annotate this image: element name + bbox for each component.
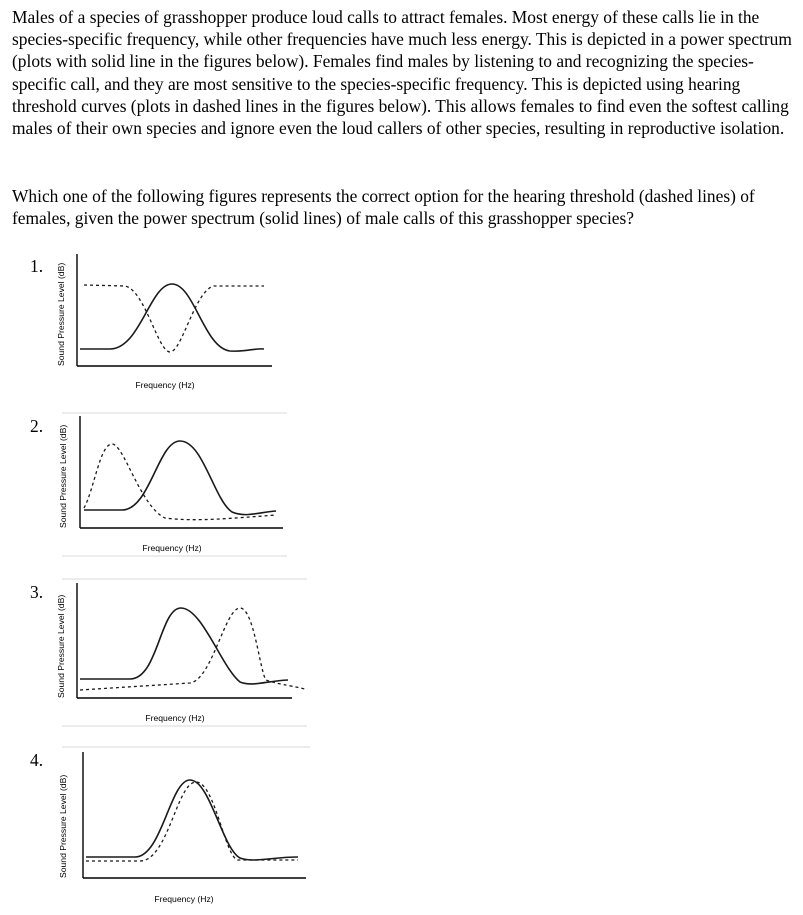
option-1-x-label: Frequency (Hz) [135,380,195,390]
option-4-x-label: Frequency (Hz) [154,894,214,904]
option-3-figure [56,583,305,723]
option-3-x-label: Frequency (Hz) [145,713,205,723]
option-2-hearing-threshold [84,444,276,520]
option-4-power-spectrum [86,780,298,860]
option-1-power-spectrum [80,284,264,351]
question-paragraph: Males of a species of grasshopper produce loud calls to attract females. Most energy of these calls lie in the species-specific frequency, while other frequencies have much less energy. This is depicted in a power spectrum (plots with solid line in the figures below). Females find males by listening to and recognizing the species-specific call, and they are most sensitive to the species-specific frequency. This is depicted using hearing threshold curves (plots in dashed lines in the figures below). This allows females to find even the softest calling males of their own species and ignore even the loud callers of other species, resulting in reproductive isolation. [12,7,792,139]
option-1-hearing-threshold [84,285,264,352]
option-2-figure [58,416,283,553]
option-2-power-spectrum [84,441,276,515]
option-4-hearing-threshold [86,782,298,861]
option-2-number: 2. [30,416,44,436]
option-4-y-label: Sound Pressure Level (dB) [58,774,68,878]
option-1-y-label: Sound Pressure Level (dB) [56,262,66,366]
option-3-number: 3. [30,582,44,602]
option-3-hearing-threshold [80,608,305,690]
option-2-x-label: Frequency (Hz) [142,543,202,553]
option-4-number: 4. [30,750,44,770]
option-4-figure [58,752,306,904]
option-1-number: 1. [30,256,44,276]
option-2-y-label: Sound Pressure Level (dB) [58,424,68,528]
question-prompt: Which one of the following figures represents the correct option for the hearing threshold (dashed lines) of females, given the power spectrum (solid lines) of male calls of this grasshopper species? [12,186,755,229]
option-3-y-label: Sound Pressure Level (dB) [56,594,66,698]
option-1-figure [56,254,272,390]
